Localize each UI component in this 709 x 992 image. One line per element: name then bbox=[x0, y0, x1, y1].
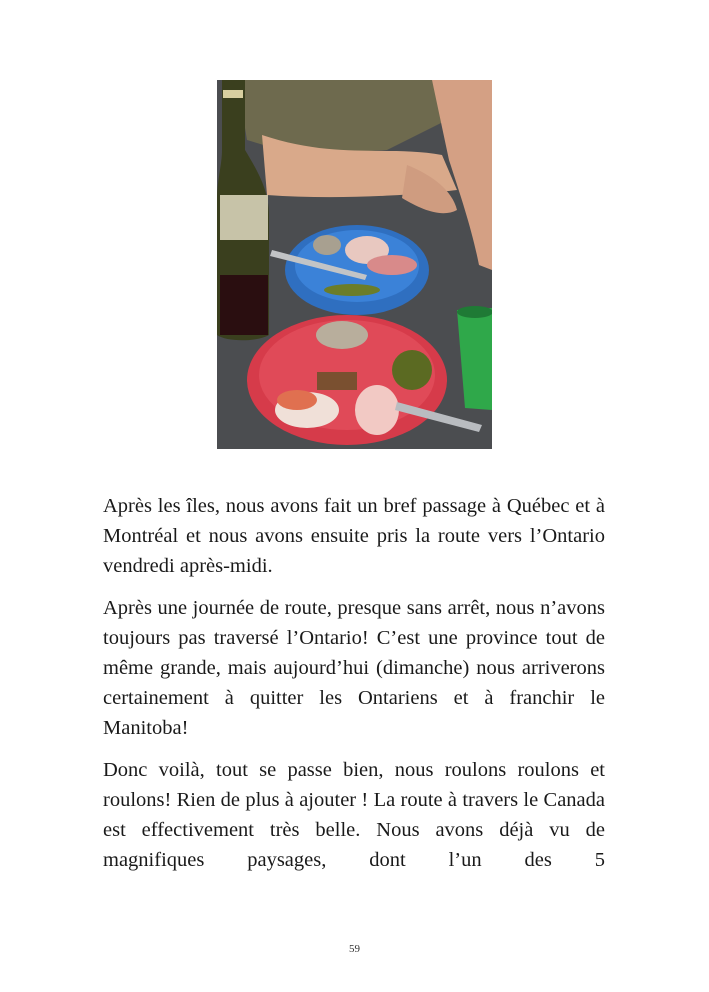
article-text bbox=[103, 491, 605, 887]
food-photo bbox=[217, 80, 492, 449]
page-number: 59 bbox=[349, 943, 360, 955]
picnic-food-photo-icon bbox=[217, 80, 492, 449]
paragraph-1: Après les îles, nous avons fait un bref passage à Québec et à Montréal et nous avons ensuite pris la route vers l’Ontario vendredi après-midi. bbox=[103, 495, 605, 577]
paragraph-2: Après une journée de route, presque sans arrêt, nous n’avons toujours pas traversé l’Ontario! C’est une province tout de même grande, mais aujourd’hui (dimanche) nous arriverons certainement à quitter les Ontariens et à franchir le Manitoba! bbox=[103, 597, 605, 739]
paragraph-3: Donc voilà, tout se passe bien, nous roulons roulons et roulons! Rien de plus à ajouter ! La route à travers le Canada est effectivement très belle. Nous avons déjà vu de magnifiques paysages, dont l’un des 5 bbox=[103, 759, 605, 871]
